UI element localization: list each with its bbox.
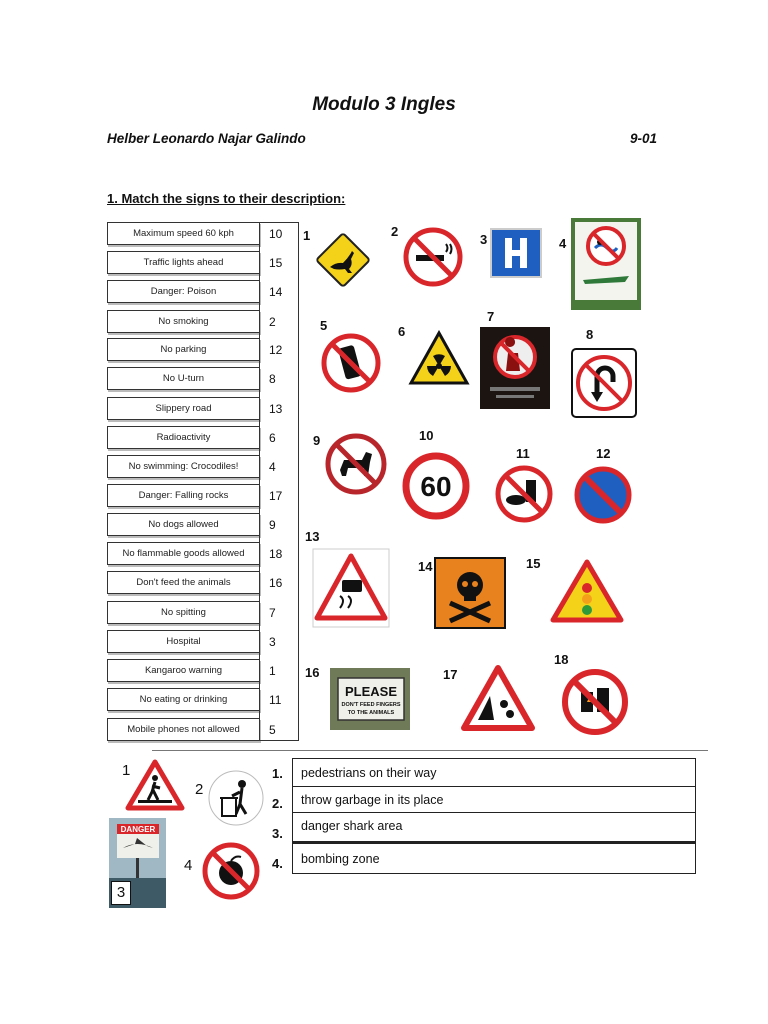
answer-value: 4 [269, 460, 276, 474]
answer-value: 1 [269, 664, 276, 678]
desc-box: Maximum speed 60 kph [107, 222, 260, 245]
row-number: 3. [272, 826, 283, 841]
desc-box: No eating or drinking [107, 688, 260, 711]
sign-number: 4 [184, 857, 193, 874]
no-eating-drinking-sign-icon [494, 464, 554, 524]
traffic-lights-sign-icon [550, 558, 624, 624]
desc-box: Danger: Falling rocks [107, 484, 260, 507]
answer-value: 10 [269, 227, 283, 241]
exercise1-instruction: 1. Match the signs to their description: [107, 191, 346, 206]
desc-box: No smoking [107, 310, 260, 333]
answer-value: 13 [269, 402, 283, 416]
no-dogs-sign-icon [324, 432, 388, 496]
answer-value: 12 [269, 343, 283, 357]
sign-number: 18 [554, 652, 569, 667]
danger-text: DANGER [120, 825, 156, 834]
desc-box: No spitting [107, 601, 260, 624]
sign-number: 1 [303, 228, 311, 243]
sign-number: 5 [320, 318, 328, 333]
falling-rocks-sign-icon [460, 664, 536, 732]
no-parking-sign-icon [574, 466, 632, 524]
sign-number: 14 [418, 559, 433, 574]
answer-value: 9 [269, 518, 276, 532]
no-flammable-goods-sign-icon [561, 668, 629, 736]
sign-number: 15 [526, 556, 541, 571]
please-text: PLEASE [344, 684, 398, 699]
sign-number: 9 [313, 433, 321, 448]
answer-value: 6 [269, 431, 276, 445]
desc-box: No flammable goods allowed [107, 542, 260, 565]
no-bombing-sign-icon [202, 842, 260, 900]
desc-box: Danger: Poison [107, 280, 260, 303]
row-number: 2. [272, 796, 283, 811]
sign-number: 8 [586, 327, 594, 342]
group-code: 9-01 [630, 131, 658, 146]
sign-number: 12 [596, 446, 611, 461]
row-number: 1. [272, 766, 283, 781]
answer-value: 2 [269, 315, 276, 329]
desc-box: No dogs allowed [107, 513, 260, 536]
answer-row: danger shark area [292, 812, 696, 842]
dont-feed-animals-sign-icon [330, 668, 410, 730]
sign-number: 6 [398, 324, 406, 339]
desc-box: No swimming: Crocodiles! [107, 455, 260, 478]
desc-box: No parking [107, 338, 260, 361]
please-text: TO THE ANIMALS [347, 710, 395, 716]
radioactivity-sign-icon [408, 330, 470, 386]
sign-number: 13 [305, 529, 320, 544]
answer-value: 16 [269, 576, 283, 590]
sign-number: 16 [305, 665, 320, 680]
desc-box: Kangaroo warning [107, 659, 260, 682]
hospital-sign-icon [490, 228, 542, 278]
sign-number: 4 [559, 236, 567, 251]
answer-value: 5 [269, 723, 276, 737]
answer-row: pedestrians on their way [292, 758, 696, 787]
no-swimming-crocodiles-sign-icon [571, 218, 641, 310]
no-u-turn-sign-icon [571, 348, 637, 418]
no-spitting-sign-icon [480, 327, 550, 409]
page-title: Modulo 3 Ingles [312, 94, 456, 115]
row-number: 4. [272, 856, 283, 871]
sign-number: 11 [516, 446, 530, 461]
sign-number: 3 [480, 232, 488, 247]
answer-value: 3 [269, 635, 276, 649]
sign-number: 2 [195, 781, 204, 798]
answer-row: throw garbage in its place [292, 786, 696, 813]
please-text: DON'T FEED FINGERS [341, 702, 401, 708]
answer-value: 14 [269, 285, 283, 299]
sign-number: 1 [122, 762, 131, 779]
slippery-road-sign-icon [312, 548, 390, 628]
no-smoking-sign-icon [402, 226, 464, 288]
answer-value: 7 [269, 606, 276, 620]
answer-value: 17 [269, 489, 283, 503]
sign-number: 10 [419, 428, 434, 443]
answer-value: 8 [269, 372, 276, 386]
desc-box: Radioactivity [107, 426, 260, 449]
section-divider [152, 750, 708, 751]
speed-limit-text: 60 [420, 471, 452, 502]
answer-value: 18 [269, 547, 283, 561]
desc-box: Slippery road [107, 397, 260, 420]
sign-number: 2 [391, 224, 399, 239]
desc-box: Don't feed the animals [107, 571, 260, 594]
desc-box: No U-turn [107, 367, 260, 390]
speed-limit-60-sign-icon [402, 452, 470, 520]
desc-box: Traffic lights ahead [107, 251, 260, 274]
desc-box: Hospital [107, 630, 260, 653]
answer-column [259, 222, 299, 741]
no-mobile-phones-sign-icon [320, 332, 382, 394]
answer-value: 15 [269, 256, 283, 270]
author-name: Helber Leonardo Najar Galindo [107, 131, 306, 146]
pedestrian-crossing-sign-icon [124, 758, 186, 812]
sign-number: 17 [443, 667, 458, 682]
desc-box: Mobile phones not allowed [107, 718, 260, 741]
litter-bin-sign-icon [208, 770, 264, 826]
answer-value: 11 [269, 693, 282, 707]
answer-row: bombing zone [292, 842, 696, 874]
kangaroo-warning-sign-icon [312, 229, 374, 291]
sign-number: 7 [487, 309, 495, 324]
sign-number-badge: 3 [111, 881, 131, 905]
poison-sign-icon [434, 557, 506, 629]
